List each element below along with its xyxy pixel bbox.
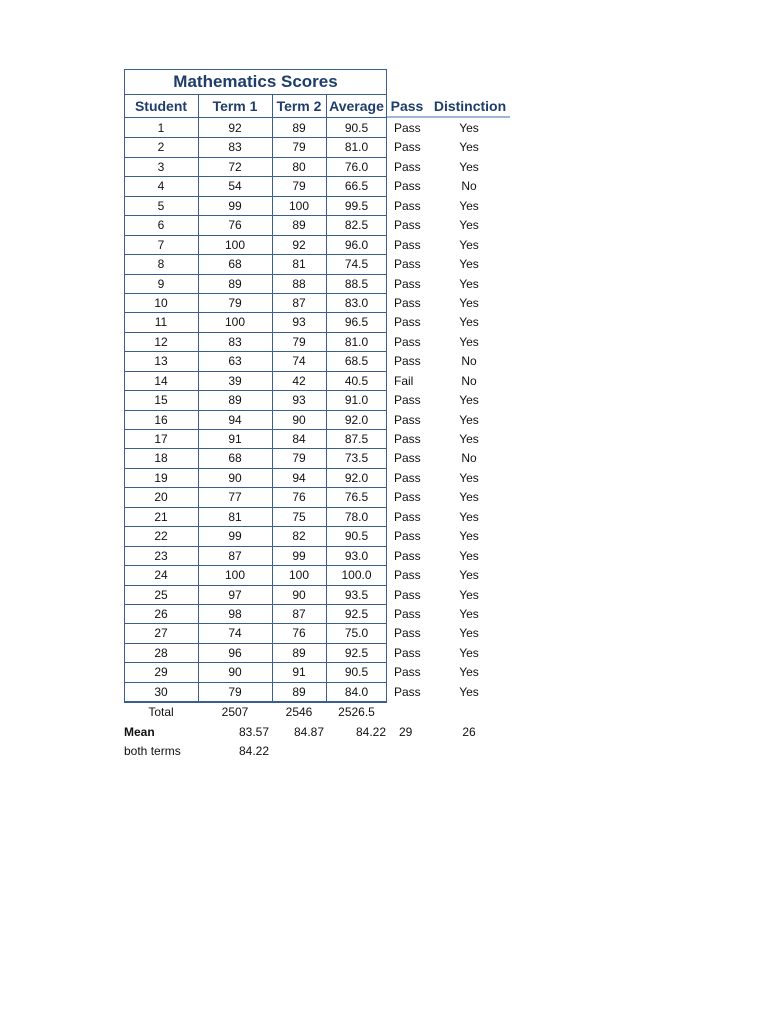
header-divider xyxy=(124,117,387,118)
student-cell: 11 xyxy=(154,315,168,330)
student-cell: 19 xyxy=(154,470,168,485)
term2-cell: 91 xyxy=(292,665,306,680)
term2-cell: 92 xyxy=(292,237,306,252)
average-cell: 96.5 xyxy=(344,315,369,330)
distinction-cell: Yes xyxy=(459,470,479,485)
term2-cell: 79 xyxy=(292,140,306,155)
distinction-cell: Yes xyxy=(459,626,479,641)
term1-cell: 39 xyxy=(228,373,242,388)
term1-cell: 83 xyxy=(228,140,242,155)
average-cell: 99.5 xyxy=(344,198,369,213)
average-cell: 73.5 xyxy=(344,451,369,466)
term2-cell: 80 xyxy=(292,159,306,174)
distinction-cell: No xyxy=(461,451,477,466)
term1-cell: 72 xyxy=(228,159,242,174)
distinction-cell: Yes xyxy=(459,587,479,602)
term1-cell: 98 xyxy=(228,606,242,621)
both-terms-label: both terms xyxy=(124,744,181,758)
term1-cell: 87 xyxy=(228,548,242,563)
distinction-cell: No xyxy=(461,373,477,388)
student-cell: 3 xyxy=(157,159,165,174)
term1-cell: 63 xyxy=(228,354,242,369)
student-cell: 25 xyxy=(154,587,168,602)
student-cell: 29 xyxy=(154,665,168,680)
distinction-cell: Yes xyxy=(459,218,479,233)
student-cell: 8 xyxy=(157,257,165,272)
term2-cell: 89 xyxy=(292,121,306,135)
pass-cell: Pass xyxy=(394,257,421,272)
term2-cell: 87 xyxy=(292,606,306,621)
pass-cell: Pass xyxy=(394,237,421,252)
student-cell: 4 xyxy=(157,179,165,194)
term2-cell: 93 xyxy=(292,315,306,330)
pass-cell: Pass xyxy=(394,490,421,505)
distinction-cell: Yes xyxy=(459,509,479,524)
distinction-cell: Yes xyxy=(459,490,479,505)
header-term2: Term 2 xyxy=(276,98,322,114)
term2-cell: 79 xyxy=(292,334,306,349)
term2-cell: 100 xyxy=(288,568,310,583)
term2-cell: 89 xyxy=(292,684,306,699)
row-divider xyxy=(124,701,387,702)
average-cell: 92.0 xyxy=(344,470,369,485)
distinction-cell: Yes xyxy=(459,257,479,272)
pass-cell: Pass xyxy=(394,548,421,563)
student-cell: 20 xyxy=(154,490,168,505)
pass-cell: Pass xyxy=(394,412,421,427)
term1-cell: 100 xyxy=(224,237,246,252)
distinction-cell: Yes xyxy=(459,140,479,155)
term1-cell: 74 xyxy=(228,626,242,641)
student-cell: 21 xyxy=(154,509,168,524)
term2-cell: 90 xyxy=(292,587,306,602)
pass-cell: Pass xyxy=(394,451,421,466)
term1-cell: 90 xyxy=(228,665,242,680)
student-cell: 7 xyxy=(157,237,165,252)
student-cell: 14 xyxy=(154,373,168,388)
pass-cell: Pass xyxy=(394,198,421,213)
term1-cell: 99 xyxy=(228,529,242,544)
average-cell: 90.5 xyxy=(344,665,369,680)
distinction-cell: Yes xyxy=(459,606,479,621)
total-term1: 2507 xyxy=(221,705,249,719)
term2-cell: 76 xyxy=(292,626,306,641)
term1-cell: 94 xyxy=(228,412,242,427)
average-cell: 76.0 xyxy=(344,159,369,174)
student-cell: 9 xyxy=(157,276,165,291)
student-cell: 24 xyxy=(154,568,168,583)
term1-cell: 54 xyxy=(228,179,242,194)
term1-cell: 68 xyxy=(228,257,242,272)
header-average: Average xyxy=(329,98,384,114)
term1-cell: 92 xyxy=(228,121,242,135)
term2-cell: 100 xyxy=(288,198,310,213)
mean-label: Mean xyxy=(124,724,155,739)
average-cell: 78.0 xyxy=(344,509,369,524)
distinction-cell: Yes xyxy=(459,276,479,291)
pass-cell: Pass xyxy=(394,276,421,291)
student-cell: 15 xyxy=(154,393,168,408)
term2-cell: 81 xyxy=(292,257,306,272)
student-cell: 10 xyxy=(154,295,168,310)
table-title: Mathematics Scores xyxy=(124,69,387,95)
distinction-cell: Yes xyxy=(459,568,479,583)
term1-cell: 96 xyxy=(228,645,242,660)
student-cell: 26 xyxy=(154,606,168,621)
pass-count: 29 xyxy=(399,724,413,739)
pass-cell: Pass xyxy=(394,606,421,621)
student-cell: 22 xyxy=(154,529,168,544)
term2-cell: 89 xyxy=(292,645,306,660)
term1-cell: 91 xyxy=(228,432,242,446)
student-cell: 12 xyxy=(154,334,168,349)
distinction-cell: Yes xyxy=(459,198,479,213)
term2-cell: 93 xyxy=(292,393,306,408)
term2-cell: 42 xyxy=(292,373,306,388)
pass-cell: Pass xyxy=(394,645,421,660)
distinction-cell: No xyxy=(461,354,477,369)
header-distinction: Distinction xyxy=(433,98,507,114)
both-terms-value: 84.22 xyxy=(238,744,269,758)
distinction-cell: Yes xyxy=(459,432,479,446)
student-cell: 30 xyxy=(154,684,168,699)
distinction-cell: No xyxy=(461,179,477,194)
pass-cell: Pass xyxy=(394,354,421,369)
student-cell: 18 xyxy=(154,451,168,466)
term2-cell: 89 xyxy=(292,218,306,233)
average-cell: 83.0 xyxy=(344,295,369,310)
term2-cell: 82 xyxy=(292,529,306,544)
pass-cell: Pass xyxy=(394,218,421,233)
distinction-cell: Yes xyxy=(459,645,479,660)
pass-cell: Pass xyxy=(394,684,421,699)
term2-cell: 74 xyxy=(292,354,306,369)
student-cell: 27 xyxy=(154,626,168,641)
term1-cell: 83 xyxy=(228,334,242,349)
pass-cell: Pass xyxy=(394,568,421,583)
student-cell: 28 xyxy=(154,645,168,660)
student-cell: 23 xyxy=(154,548,168,563)
student-cell: 6 xyxy=(157,218,165,233)
term1-cell: 97 xyxy=(228,587,242,602)
distinction-cell: Yes xyxy=(459,548,479,563)
total-term2: 2546 xyxy=(285,705,313,719)
average-cell: 100.0 xyxy=(341,568,372,583)
term1-cell: 89 xyxy=(228,393,242,408)
mean-term2: 84.87 xyxy=(293,724,324,739)
term1-cell: 79 xyxy=(228,684,242,699)
term2-cell: 94 xyxy=(292,470,306,485)
distinction-cell: Yes xyxy=(459,334,479,349)
average-cell: 91.0 xyxy=(344,393,369,408)
distinction-cell: Yes xyxy=(459,529,479,544)
pass-cell: Pass xyxy=(394,159,421,174)
average-cell: 92.0 xyxy=(344,412,369,427)
term2-cell: 79 xyxy=(292,179,306,194)
student-cell: 5 xyxy=(157,198,165,213)
term2-cell: 79 xyxy=(292,451,306,466)
term1-cell: 89 xyxy=(228,276,242,291)
total-average: 2526.5 xyxy=(338,705,375,719)
pass-cell: Pass xyxy=(394,315,421,330)
distinction-cell: Yes xyxy=(459,237,479,252)
student-cell: 13 xyxy=(154,354,168,369)
pass-cell: Fail xyxy=(394,373,414,388)
pass-cell: Pass xyxy=(394,529,421,544)
pass-cell: Pass xyxy=(394,334,421,349)
distinction-cell: Yes xyxy=(459,121,479,135)
average-cell: 90.5 xyxy=(344,529,369,544)
student-cell: 17 xyxy=(154,432,168,446)
distinction-cell: Yes xyxy=(459,159,479,174)
header-student: Student xyxy=(134,98,188,114)
average-cell: 87.5 xyxy=(344,432,369,446)
average-cell: 88.5 xyxy=(344,276,369,291)
term1-cell: 100 xyxy=(224,568,246,583)
distinction-cell: Yes xyxy=(459,412,479,427)
pass-cell: Pass xyxy=(394,587,421,602)
student-cell: 2 xyxy=(157,140,165,155)
term2-cell: 90 xyxy=(292,412,306,427)
term2-cell: 88 xyxy=(292,276,306,291)
pass-cell: Pass xyxy=(394,121,421,135)
average-cell: 93.5 xyxy=(344,587,369,602)
student-cell: 1 xyxy=(157,121,165,135)
term1-cell: 99 xyxy=(228,198,242,213)
average-cell: 81.0 xyxy=(344,334,369,349)
pass-cell: Pass xyxy=(394,626,421,641)
average-cell: 76.5 xyxy=(344,490,369,505)
term1-cell: 100 xyxy=(224,315,246,330)
total-label: Total xyxy=(148,705,174,719)
pass-cell: Pass xyxy=(394,665,421,680)
header-pass: Pass xyxy=(390,98,424,114)
average-cell: 92.5 xyxy=(344,606,369,621)
header-underline-extension xyxy=(387,116,510,118)
student-cell: 16 xyxy=(154,412,168,427)
average-cell: 66.5 xyxy=(344,179,369,194)
term1-cell: 81 xyxy=(228,509,242,524)
average-cell: 96.0 xyxy=(344,237,369,252)
average-cell: 40.5 xyxy=(344,373,369,388)
term1-cell: 68 xyxy=(228,451,242,466)
term2-cell: 76 xyxy=(292,490,306,505)
mean-term1: 83.57 xyxy=(238,724,269,739)
term1-cell: 90 xyxy=(228,470,242,485)
distinction-count: 26 xyxy=(462,724,476,739)
term2-cell: 99 xyxy=(292,548,306,563)
mean-average: 84.22 xyxy=(355,724,386,739)
distinction-cell: Yes xyxy=(459,295,479,310)
pass-cell: Pass xyxy=(394,470,421,485)
pass-cell: Pass xyxy=(394,432,421,446)
average-cell: 92.5 xyxy=(344,645,369,660)
pass-cell: Pass xyxy=(394,509,421,524)
distinction-cell: Yes xyxy=(459,393,479,408)
average-cell: 82.5 xyxy=(344,218,369,233)
pass-cell: Pass xyxy=(394,140,421,155)
average-cell: 84.0 xyxy=(344,684,369,699)
pass-cell: Pass xyxy=(394,295,421,310)
average-cell: 68.5 xyxy=(344,354,369,369)
term2-cell: 75 xyxy=(292,509,306,524)
term2-cell: 84 xyxy=(292,432,306,446)
term1-cell: 79 xyxy=(228,295,242,310)
average-cell: 93.0 xyxy=(344,548,369,563)
average-cell: 75.0 xyxy=(344,626,369,641)
pass-cell: Pass xyxy=(394,179,421,194)
average-cell: 74.5 xyxy=(344,257,369,272)
distinction-cell: Yes xyxy=(459,684,479,699)
pass-cell: Pass xyxy=(394,393,421,408)
distinction-cell: Yes xyxy=(459,665,479,680)
average-cell: 90.5 xyxy=(344,121,369,135)
term1-cell: 76 xyxy=(228,218,242,233)
term1-cell: 77 xyxy=(228,490,242,505)
distinction-cell: Yes xyxy=(459,315,479,330)
average-cell: 81.0 xyxy=(344,140,369,155)
term2-cell: 87 xyxy=(292,295,306,310)
header-term1: Term 1 xyxy=(212,98,258,114)
